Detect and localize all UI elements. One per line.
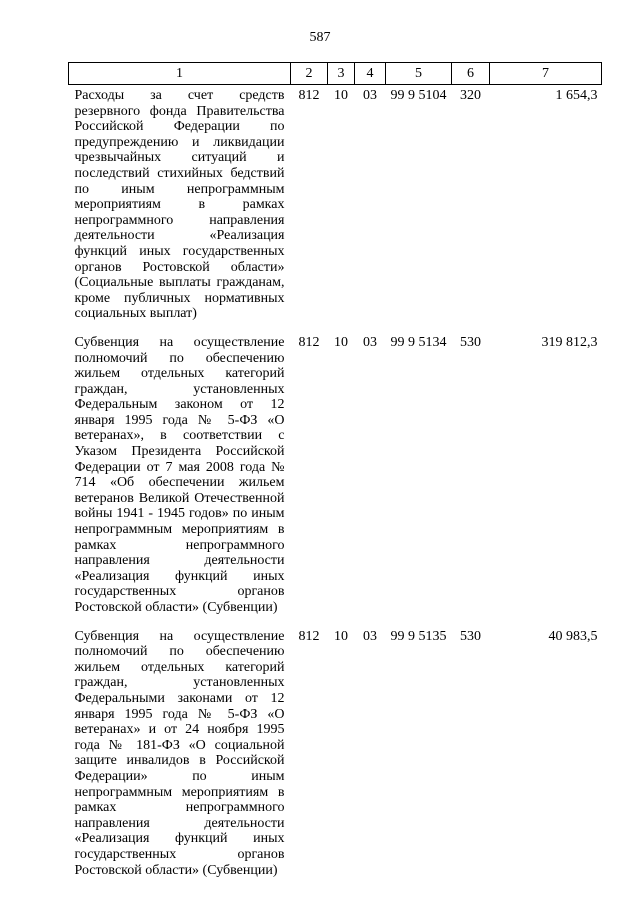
- row-subsection-code: 03: [363, 88, 377, 103]
- row-description: Субвенция на осуществление полномочий по обеспечению жильем отдельных категорий граждан, установленных Федеральным законом от 12 января 1995 года № 5-ФЗ «О ветеранах», в соответствии с Указом Президента Российской Федерации от 7 мая 2008 года № 714 «Об обеспечении жильем ветеранов Великой Отечественной войны 1941 - 1945 годов» по иным непрограммным мероприятиям в рамках непрограммного направления деятельности «Реализация функций иных государственных органов Ростовской области» (Субвенции): [74, 334, 285, 615]
- row-expense-type-code: 320: [460, 88, 481, 103]
- column-header-subsection: 4: [355, 63, 386, 85]
- row-expense-type-code: 530: [460, 628, 481, 644]
- row-target-code: 99 9 5135: [390, 628, 447, 644]
- budget-table: [68, 62, 602, 888]
- row-section-code: 10: [334, 88, 348, 103]
- table-row: [69, 332, 602, 626]
- row-ministry-code: 812: [298, 334, 320, 350]
- column-header-target: 5: [386, 63, 452, 85]
- column-header-expense-type: 6: [452, 63, 490, 85]
- row-amount: 40 983,5: [548, 628, 598, 644]
- column-header-description: 1: [69, 63, 291, 85]
- table-header-row: [69, 63, 602, 85]
- row-section-code: 10: [334, 628, 348, 644]
- row-description: Субвенция на осуществление полномочий по обеспечению жильем отдельных категорий граждан, установленных Федеральными законами от 12 января 1995 года № 5-ФЗ «О ветеранах» и от 24 ноября 1995 года № 181-ФЗ «О социальной защите инвалидов в Российской Федерации» по иным непрограммным мероприятиям в рамках непрограммного направления деятельности «Реализация функций иных государственных органов Ростовской области» (Субвенции): [74, 628, 285, 878]
- row-description: Расходы за счет средств резервного фонда Правительства Российской Федерации по предупреждению и ликвидации чрезвычайных ситуаций и последствий стихийных бедствий по иным непрограммным мероприятиям в рамках непрограммного направления деятельности «Реализация функций иных государственных органов Ростовской области» (Социальные выплаты гражданам, кроме публичных нормативных социальных выплат): [74, 88, 285, 322]
- page-number: 587: [309, 30, 331, 45]
- table-row: [69, 85, 602, 332]
- row-target-code: 99 9 5104: [390, 88, 447, 103]
- table-row: [69, 626, 602, 889]
- column-header-ministry: 2: [291, 63, 328, 85]
- row-amount: 319 812,3: [541, 334, 598, 350]
- row-target-code: 99 9 5134: [390, 334, 447, 350]
- row-subsection-code: 03: [363, 334, 377, 350]
- row-subsection-code: 03: [363, 628, 377, 644]
- column-header-amount: 7: [490, 63, 602, 85]
- row-expense-type-code: 530: [460, 334, 481, 350]
- row-ministry-code: 812: [298, 628, 320, 644]
- column-header-section: 3: [328, 63, 355, 85]
- row-amount: 1 654,3: [555, 88, 598, 103]
- row-section-code: 10: [334, 334, 348, 350]
- row-ministry-code: 812: [298, 88, 320, 103]
